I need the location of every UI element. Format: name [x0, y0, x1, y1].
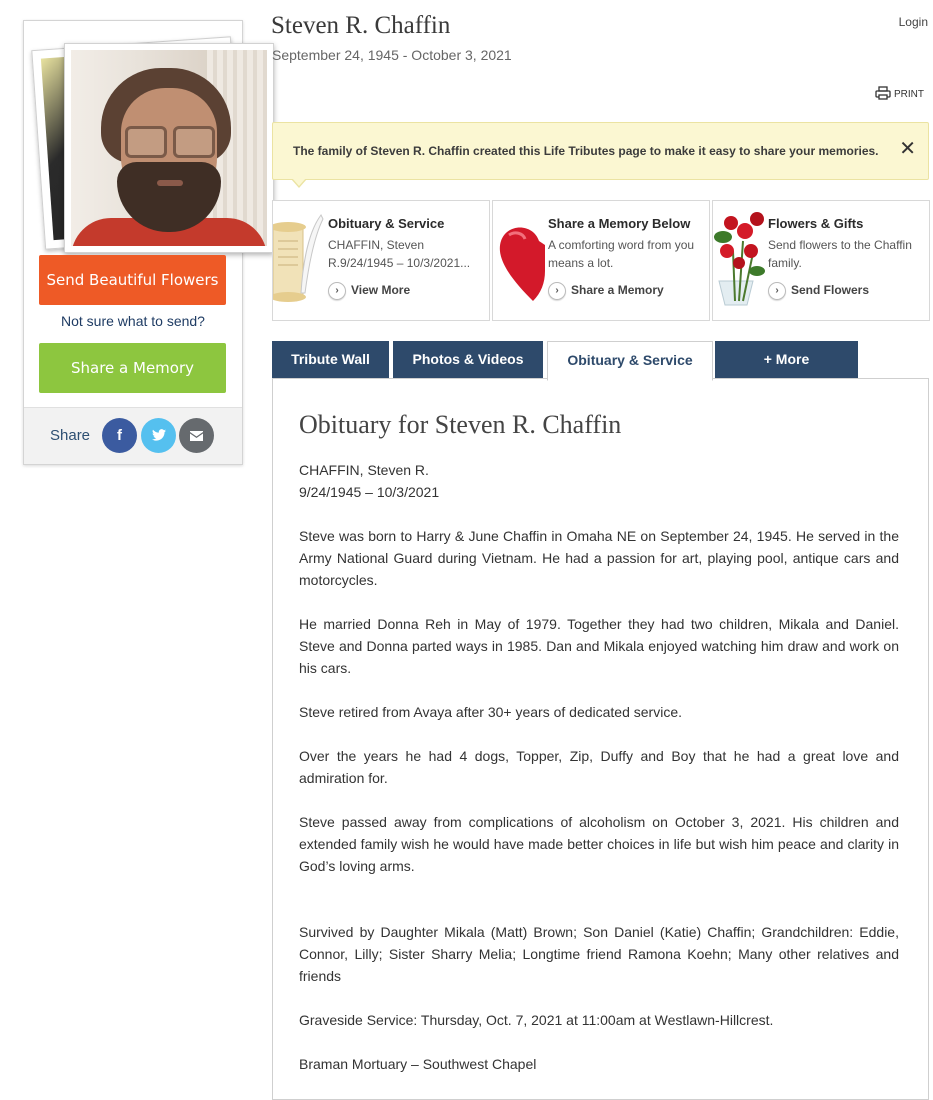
card-title: Flowers & Gifts: [768, 216, 864, 231]
print-label: PRINT: [894, 89, 924, 100]
print-button[interactable]: [875, 86, 924, 100]
view-more-link[interactable]: [328, 282, 410, 300]
obituary-panel: [272, 378, 929, 1100]
sidebar: [23, 20, 243, 465]
card-obituary[interactable]: [272, 200, 490, 321]
obituary-title: Obituary for Steven R. Chaffin: [299, 410, 622, 439]
card-description: CHAFFIN, Steven R.9/24/1945 – 10/3/2021...: [328, 238, 471, 270]
twitter-icon[interactable]: [141, 418, 176, 453]
obituary-body: [299, 459, 899, 1097]
obituary-date-line: 9/24/1945 – 10/3/2021: [299, 484, 440, 500]
facebook-icon[interactable]: f: [102, 418, 137, 453]
card-link-label: Send Flowers: [791, 283, 870, 297]
info-notice: [272, 122, 929, 180]
notice-text: The family of Steven R. Chaffin created this Life Tributes page to make it easy to share your memories.: [293, 144, 879, 158]
card-link-label: View More: [351, 283, 411, 297]
card-description: A comforting word from you means a lot.: [548, 238, 695, 270]
close-icon[interactable]: ✕: [899, 138, 916, 160]
share-memory-button[interactable]: Share a Memory: [39, 343, 226, 393]
chevron-right-icon: ›: [768, 282, 786, 300]
obituary-survivors: Survived by Daughter Mikala (Matt) Brown; Son Daniel (Katie) Chaffin; Grandchildren: Eddie, Connor, Lilly; Sister Sharry Melia; Longtime friend Ramona Koehn; Many other relatives and friends: [299, 924, 899, 984]
obituary-service-info: Graveside Service: Thursday, Oct. 7, 2021 at 11:00am at Westlawn-Hillcrest.: [299, 1012, 774, 1028]
card-title: Obituary & Service: [328, 216, 445, 231]
chevron-right-icon: ›: [328, 282, 346, 300]
printer-icon: [875, 86, 891, 100]
obituary-paragraph: He married Donna Reh in May of 1979. Together they had two children, Mikala and Daniel. Steve and Donna parted ways in 1985. Dan and Mikala enjoyed watching him draw and work on his cars.: [299, 616, 899, 676]
obituary-name-line: CHAFFIN, Steven R.: [299, 462, 429, 478]
chevron-right-icon: ›: [548, 282, 566, 300]
share-bar: [24, 407, 242, 464]
email-icon[interactable]: [179, 418, 214, 453]
scroll-quill-icon: [273, 201, 325, 320]
tab-tribute-wall[interactable]: Tribute Wall: [272, 341, 389, 378]
rose-bouquet-icon: [713, 201, 765, 320]
obituary-mortuary: Braman Mortuary – Southwest Chapel: [299, 1056, 537, 1072]
tab-photos-videos[interactable]: Photos & Videos: [393, 341, 543, 378]
share-label: Share: [50, 427, 91, 444]
card-link-label: Share a Memory: [571, 283, 664, 297]
page-title: Steven R. Chaffin: [271, 12, 451, 39]
card-title: Share a Memory Below: [548, 216, 691, 231]
tab-more[interactable]: + More: [715, 341, 858, 378]
photo-stack: [38, 35, 278, 265]
obituary-paragraph: Steve was born to Harry & June Chaffin in Omaha NE on September 24, 1945. He served in the Army National Guard during Vietnam. He had a passion for art, playing pool, antique cars and motorcycles.: [299, 528, 899, 588]
profile-photo[interactable]: [64, 43, 274, 253]
obituary-paragraph: Steve retired from Avaya after 30+ years of dedicated service.: [299, 704, 682, 720]
life-dates: September 24, 1945 - October 3, 2021: [272, 47, 512, 63]
obituary-paragraph: Steve passed away from complications of alcoholism on October 3, 2021. His children and extended family wish he would have made better choices in life but wish him peace and clarity in God’s loving arms.: [299, 814, 899, 874]
login-link[interactable]: Login: [898, 15, 928, 29]
send-flowers-link[interactable]: [768, 282, 869, 300]
obituary-paragraph: Over the years he had 4 dogs, Topper, Zip, Duffy and Boy that he had a great love and admiration for.: [299, 748, 899, 786]
card-flowers[interactable]: [712, 200, 930, 321]
portrait-image: [71, 50, 267, 246]
not-sure-link[interactable]: Not sure what to send?: [61, 313, 205, 329]
share-memory-link[interactable]: [548, 282, 664, 300]
card-description: Send flowers to the Chaffin family.: [768, 238, 912, 270]
send-flowers-button[interactable]: Send Beautiful Flowers: [39, 255, 226, 305]
tab-obituary-service[interactable]: Obituary & Service: [547, 341, 713, 381]
card-share-memory[interactable]: [492, 200, 710, 321]
heart-icon: [493, 201, 545, 320]
